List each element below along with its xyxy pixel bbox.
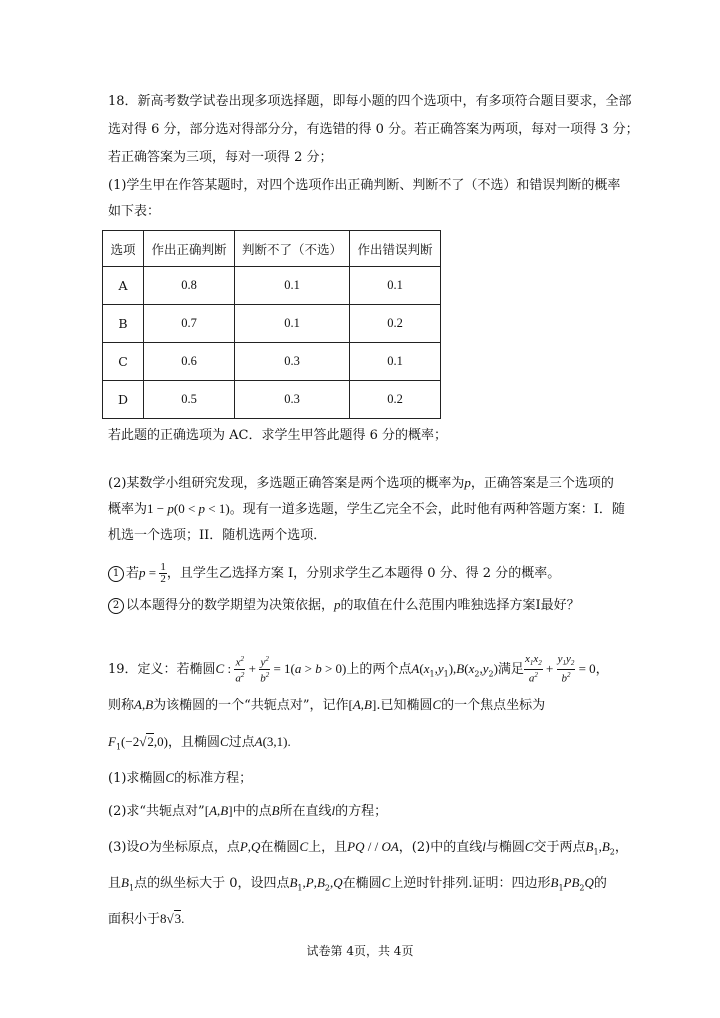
text: 为坐标原点，点 [148, 840, 240, 855]
table-row [103, 267, 441, 305]
q18-sub1: 1 若p = $\frac{1}{2}$ ，且学生乙选择方案 I，分别求学生乙本题得 0 分、得 2 分的概率。 [108, 560, 560, 587]
text: 在椭圆 [260, 840, 300, 855]
q19-part1: (1)求椭圆C的标准方程； [108, 770, 253, 786]
text: 面积小于 [108, 912, 161, 927]
table-header-cell: 作出正确判断 [144, 231, 235, 267]
fraction-one-half: $\frac{1}{2}$ [160, 561, 166, 585]
fraction: $\frac{y^2}{b^2}$ [260, 655, 270, 685]
text: (1)求椭圆 [108, 771, 166, 786]
probability-table [102, 230, 441, 419]
fraction: $\frac{x_1x_2}{a^2}$ [524, 653, 542, 685]
page-footer: 试卷第 4页，共 4页 [306, 944, 414, 958]
table-cell: B [103, 305, 144, 343]
table-cell: 0.2 [350, 381, 441, 419]
text: 中的点 [232, 804, 272, 819]
table-cell: A [103, 267, 144, 305]
table-cell: 0.3 [235, 343, 350, 381]
q19-line-2: 则称A,B为该椭圆的一个“共轭点对”，记作[A,B].已知椭圆C的一个焦点坐标为 [108, 697, 546, 713]
text: ，正确答案是三个选项的 [470, 476, 614, 491]
table-header-cell: 选项 [103, 231, 144, 267]
text: 若 [126, 566, 140, 581]
text: 满足 [497, 662, 524, 677]
text: 上逆时针排列.证明：四边形 [390, 876, 551, 891]
text: 。现有一道多选题，学生乙完全不会，此时他有两种答题方案：I．随 [229, 502, 625, 517]
text: ，且椭圆 [167, 735, 220, 750]
table-header-cell: 判断不了（不选） [235, 231, 350, 267]
table-cell: 0.1 [350, 343, 441, 381]
text: (3)设 [108, 840, 140, 855]
q18-part1-line-2: 如下表： [108, 204, 161, 219]
text: 以本题得分的数学期望为决策依据， [126, 598, 335, 613]
text: 且 [108, 876, 122, 891]
text: 则称 [108, 698, 135, 713]
text: 的方程； [335, 804, 388, 819]
q18-line-3: 若正确答案为三项，每对一项得 2 分； [108, 150, 333, 165]
fraction: $\frac{x^2}{a^2}$ [235, 655, 245, 685]
q18-part1-line-1: (1)学生甲在作答某题时，对四个选项作出正确判断、判断不了（不选）和错误判断的概率 [108, 178, 621, 193]
fraction: $\frac{y_1y_2}{b^2}$ [557, 653, 575, 685]
q19-line-1: 19．定义：若椭圆C : $\frac{x^2}{a^2}$ + $\frac{y^2}{b^2}$ = 1(a > b > 0)上的两个点$A(x_1,y_1),B(x_2,y_2)$满足 $\frac{x_1x_2}{a^2}$ + $\frac{y_1y_2}{b^2}$ = 0， [108, 653, 609, 685]
q19-part3-line-2: 且$B_1$点的纵坐标大于 0，设四点$B_1,P,B_2,Q$在椭圆C上逆时针排列.证明：四边形$B_1PB_2Q$的 [108, 875, 607, 893]
text: (2)某数学小组研究发现，多选题正确答案是两个选项的概率为 [108, 476, 465, 491]
table-cell: D [103, 381, 144, 419]
table-cell: 0.6 [144, 343, 235, 381]
q19-part2: (2)求“共轭点对”[A,B]中的点B所在直线l的方程； [108, 803, 388, 819]
text: ，且学生乙选择方案 I，分别求学生乙本题得 0 分、得 2 分的概率。 [166, 566, 561, 581]
table-cell: 0.3 [235, 381, 350, 419]
text: 的 [593, 876, 607, 891]
table-cell: C [103, 343, 144, 381]
text: 的一个焦点坐标为 [441, 698, 546, 713]
text: .已知椭圆 [376, 698, 433, 713]
table-row [103, 305, 441, 343]
table-cell: 0.1 [235, 267, 350, 305]
text: 在椭圆 [342, 876, 382, 891]
text: 的标准方程； [174, 771, 253, 786]
text: 过点 [228, 735, 255, 750]
text: 为该椭圆的一个“共轭点对”，记作 [153, 698, 349, 713]
table-row [103, 381, 441, 419]
text: 的取值在什么范围内唯独选择方案I最好？ [340, 598, 580, 613]
text: 上，且 [308, 840, 348, 855]
table-cell: 0.8 [144, 267, 235, 305]
text: 上的两个点 [346, 662, 412, 677]
text: (2)求“共轭点对” [108, 804, 205, 819]
text: 19．定义：若椭圆 [108, 662, 216, 677]
table-row [103, 343, 441, 381]
q18-line-1: 18．新高考数学试卷出现多项选择题，即每小题的四个选项中，有多项符合题目要求，全部 [108, 94, 632, 109]
circled-number-2: 2 [108, 598, 124, 614]
text: 所在直线 [279, 804, 332, 819]
table-cell: 0.2 [350, 305, 441, 343]
q18-part2-line-1: (2)某数学小组研究发现，多选题正确答案是两个选项的概率为p，正确答案是三个选项的 [108, 475, 614, 491]
q18-sub2: 2 以本题得分的数学期望为决策依据，p的取值在什么范围内唯独选择方案I最好？ [108, 596, 580, 615]
table-header-cell: 作出错误判断 [350, 231, 441, 267]
table-cell: 0.5 [144, 381, 235, 419]
q18-part2-line-3: 机选一个选项；II．随机选两个选项． [108, 528, 327, 543]
q18-part1-question: 若此题的正确选项为 AC．求学生甲答此题得 6 分的概率； [108, 428, 448, 443]
q19-part3-line-3: 面积小于8√3. [108, 911, 185, 927]
text: 概率为 [108, 502, 148, 517]
table-header-row [103, 231, 441, 267]
q19-part3-line-1: (3)设O为坐标原点，点P,Q在椭圆C上，且PQ / / OA，(2)中的直线l与椭圆C交于两点$B_1,B_2$， [108, 839, 628, 857]
text: 交于两点 [533, 840, 586, 855]
text: ，(2)中的直线 [398, 840, 483, 855]
circled-number-1: 1 [108, 566, 124, 582]
q18-line-2: 选对得 6 分，部分选对得部分分，有选错的得 0 分。若正确答案为两项，每对一项得 3 分； [108, 122, 639, 137]
text: 点的纵坐标大于 0，设四点 [134, 876, 290, 891]
table-cell: 0.7 [144, 305, 235, 343]
table-cell: 0.1 [235, 305, 350, 343]
q18-part2-line-2: 概率为1 − p(0 < p < 1)。现有一道多选题，学生乙完全不会，此时他有两种答题方案：I．随 [108, 501, 625, 517]
table-cell: 0.1 [350, 267, 441, 305]
text: 与椭圆 [485, 840, 525, 855]
q19-line-3: $F_1(-2√2,0)$，且椭圆C过点A(3,1). [108, 734, 291, 752]
